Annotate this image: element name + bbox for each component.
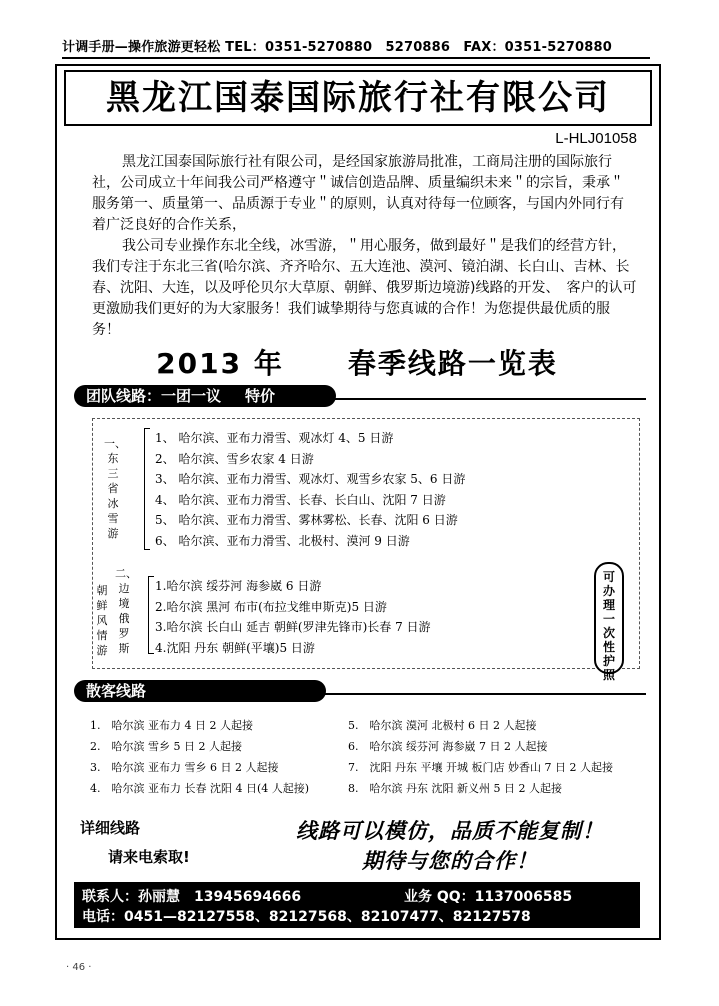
region2-char: 二、 [115, 567, 137, 580]
passport-char: 性 [602, 640, 615, 654]
route-item: 3.哈尔滨 长白山 延吉 朝鲜(罗津先锋市)长春 7 日游 [155, 620, 431, 634]
individual-route-item: 8. 哈尔滨 丹东 沈阳 新义州 5 日 2 人起接 [348, 782, 562, 795]
details-call-text: 请来电索取! [108, 848, 190, 866]
region1-char: 冰 [107, 497, 119, 510]
region1-char: 三 [107, 467, 119, 480]
banner-divider [330, 398, 646, 400]
region1-label [104, 436, 126, 541]
intro-paragraph-2: 我公司专业操作东北全线，冰雪游，＂用心服务，做到最好＂是我们的经营方针，我们专注于东北三省(哈尔滨、齐齐哈尔、五大连池、漠河、镜泊湖、长白山、吉林、长春、沈阳、大连，以及呼伦贝尔大草原、朝鲜、俄罗斯边境游)线路的开发、 客户的认可更激励我们更好的为大家服务！我们诚挚期待与您真诚的合作！为您提供最优质的服务！ [92, 238, 637, 338]
region2-char: 边 [118, 582, 130, 595]
individual-route-item: 2. 哈尔滨 雪乡 5 日 2 人起接 [90, 740, 242, 753]
region2-bracket [148, 576, 154, 654]
license-number: L-HLJ01058 [555, 130, 637, 147]
route-item: 4、 哈尔滨、亚布力滑雪、长春、长白山、沈阳 7 日游 [155, 492, 446, 507]
region1-char: 一、 [104, 437, 126, 450]
route-item: 2、 哈尔滨、雪乡农家 4 日游 [155, 451, 314, 466]
individual-routes-left [90, 716, 309, 800]
passport-char: 一 [602, 612, 615, 626]
route-item: 3、 哈尔滨、亚布力滑雪、观冰灯、观雪乡农家 5、6 日游 [155, 472, 466, 486]
region2-char: 罗 [118, 627, 130, 640]
title-main: 春季线路一览表 [347, 347, 558, 380]
group-banner-special: 特价 [245, 387, 276, 405]
page-title [62, 342, 652, 382]
passport-char: 理 [602, 598, 615, 612]
route-item: 6、 哈尔滨、亚布力滑雪、北极村、漠河 9 日游 [155, 533, 410, 548]
individual-route-item: 7. 沈阳 丹东 平壤 开城 板门店 妙香山 7 日 2 人起接 [348, 761, 613, 774]
individual-route-item: 3. 哈尔滨 亚布力 雪乡 6 日 2 人起接 [90, 761, 279, 774]
region1-bracket [144, 428, 150, 550]
region1-routes [155, 428, 465, 551]
individual-route-item: 6. 哈尔滨 绥芬河 海参崴 7 日 2 人起接 [348, 740, 548, 753]
page-number: · 46 · [66, 962, 92, 973]
individual-routes-right [348, 716, 613, 800]
details-heading: 详细线路 [80, 819, 141, 837]
contact-person-row [82, 886, 573, 906]
individual-route-item: 5. 哈尔滨 漠河 北极村 6 日 2 人起接 [348, 719, 537, 732]
contact-qq: 业务 QQ：1137006585 [404, 889, 573, 905]
region1-char: 游 [107, 527, 119, 540]
route-item: 1、 哈尔滨、亚布力滑雪、观冰灯 4、5 日游 [155, 431, 394, 445]
intro-paragraph-1: 黑龙江国泰国际旅行社有限公司，是经国家旅游局批准，工商局注册的国际旅行社，公司成立十年间我公司严格遵守＂诚信创造品牌、质量编织未来＂的宗旨，秉承＂服务第一、质量第一、品质源于专业＂的原则，认真对待每一位顾客，与国内外同行有着广泛良好的合作关系， [92, 154, 624, 233]
individual-route-item: 1. 哈尔滨 亚布力 4 日 2 人起接 [90, 719, 253, 732]
route-item: 5、 哈尔滨、亚布力滑雪、雾林雾松、长春、沈阳 6 日游 [155, 513, 458, 527]
region2-char: 境 [118, 597, 130, 610]
passport-char: 办 [602, 584, 615, 598]
region2-char: 俄 [118, 612, 130, 625]
route-item: 1.哈尔滨 绥芬河 海参崴 6 日游 [155, 579, 322, 593]
contact-bar [74, 882, 640, 928]
header-contact-line: 计调手册—操作旅游更轻松 TEL：0351-5270880 5270886 FAX：0351-5270880 [62, 36, 650, 59]
company-name: 黑龙江国泰国际旅行社有限公司 [64, 70, 652, 126]
region2-label-b [93, 583, 111, 658]
region2-char: 鲜 [96, 599, 108, 612]
banner-divider [320, 693, 646, 695]
passport-char: 照 [602, 668, 615, 682]
region1-char: 东 [107, 452, 119, 465]
region2-char: 游 [96, 644, 108, 657]
contact-person: 联系人：孙丽慧 13945694666 [82, 889, 302, 905]
passport-char: 次 [602, 626, 615, 640]
route-item: 4.沈阳 丹东 朝鲜(平壤)5 日游 [155, 640, 315, 655]
passport-badge [594, 562, 624, 682]
region1-char: 雪 [107, 512, 119, 525]
region2-char: 情 [96, 629, 108, 642]
route-item: 2.哈尔滨 黑河 布市(布拉戈维申斯克)5 日游 [155, 599, 387, 614]
slogan-line-2: 期待与您的合作！ [362, 849, 538, 873]
individual-routes-banner: 散客线路 [74, 680, 326, 702]
contact-phone: 电话：0451—82127558、82127568、82107477、82127578 [82, 909, 531, 925]
slogan-line-1: 线路可以模仿，品质不能复制！ [296, 819, 604, 843]
company-intro [92, 152, 637, 341]
group-routes-banner [74, 385, 336, 407]
region1-char: 省 [107, 482, 119, 495]
region2-label-a [115, 566, 137, 656]
individual-route-item: 4. 哈尔滨 亚布力 长春 沈阳 4 日(4 人起接) [90, 782, 310, 795]
region2-char: 朝 [96, 584, 108, 597]
group-banner-label: 团队线路：一团一议 [86, 387, 222, 405]
passport-char: 可 [602, 570, 615, 584]
region2-char: 风 [96, 614, 108, 627]
region2-char: 斯 [118, 642, 130, 655]
passport-char: 护 [602, 654, 615, 668]
title-year: 2013 年 [156, 347, 284, 380]
region2-routes [155, 576, 431, 658]
